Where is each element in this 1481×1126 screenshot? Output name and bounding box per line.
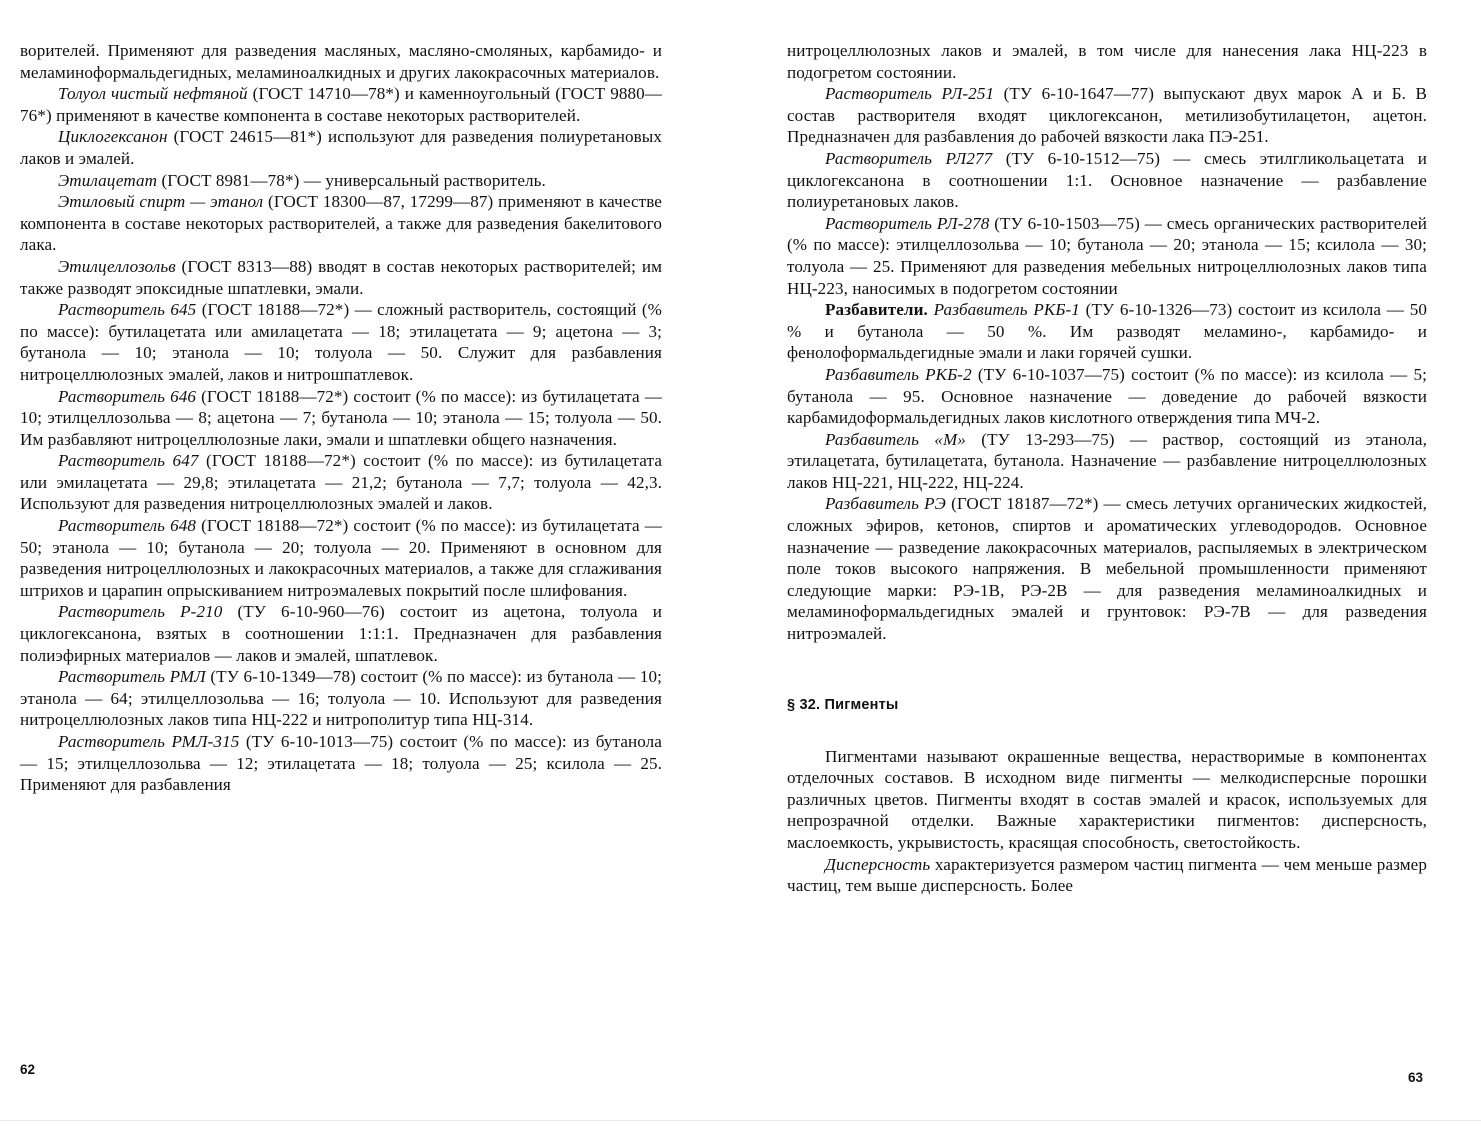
paragraph-term: Дисперсность: [825, 854, 931, 874]
left-page: [20, 40, 662, 796]
left-page-number: 62: [20, 1062, 36, 1077]
right-page-number: 63: [1408, 1070, 1424, 1085]
paragraph: [787, 746, 1427, 854]
paragraph-term: Растворитель РЛ277: [825, 148, 993, 168]
paragraph-term: Растворитель 646: [58, 386, 197, 406]
paragraph: [20, 40, 662, 83]
paragraph-text: (ТУ 13-293—75) — раствор, состоящий из этанола, этилацетата, бутилацетата, бутанола. Назначение — разбавление нитроцеллюлозных лаков НЦ-221, НЦ-222, НЦ-224.: [787, 429, 1427, 492]
paragraph-term: Растворитель Р-210: [58, 602, 223, 622]
paragraph-text: (ГОСТ 8313—88) вводят в состав некоторых растворителей; им также разводят эпоксидные шпатлевки, эмали.: [20, 256, 662, 298]
paragraph-text: (ГОСТ 24615—81*) используют для разведения полиуретановых лаков и эмалей.: [20, 127, 662, 168]
scan-edge: [0, 1120, 1481, 1121]
paragraph-term: Растворитель РМЛ: [58, 667, 206, 687]
paragraph-term: Разбавитель РКБ-2: [825, 364, 972, 384]
right-page-body-top: [787, 40, 1427, 645]
paragraph: [787, 148, 1427, 213]
paragraph-term: Толуол чистый нефтяной: [58, 84, 248, 104]
right-page: [787, 40, 1427, 897]
paragraph: [20, 170, 662, 192]
paragraph-text: (ГОСТ 18300—87, 17299—87) применяют в качестве компонента в составе некоторых растворителей, а также для разведения бакелитового лака.: [20, 192, 662, 255]
paragraph-text: ворителей. Применяют для разведения масляных, масляно-смоляных, карбамидо- и меламиноформальдегидных, меламиноалкидных и других лакокрасочных материалов.: [20, 41, 662, 82]
paragraph: [20, 191, 662, 256]
paragraph-text: (ТУ 6-10-1512—75) — смесь этилгликольацетата и циклогексанона в соотношении 1:1. Основное назначение — разбавление полиуретановых лаков.: [787, 148, 1427, 212]
paragraph: [787, 40, 1427, 83]
paragraph-term: Растворитель 648: [58, 516, 197, 536]
paragraph: [787, 493, 1427, 644]
paragraph-term: Циклогексанон: [58, 127, 168, 147]
paragraph: [787, 299, 1427, 364]
paragraph: [20, 386, 662, 451]
paragraph: [20, 126, 662, 169]
paragraph: [20, 83, 662, 126]
paragraph: [787, 364, 1427, 429]
paragraph: [787, 213, 1427, 299]
paragraph: [20, 299, 662, 385]
paragraph-text: (ТУ 6-10-1013—75) состоит (% по массе): из бутанола — 15; этилцеллозольва — 12; этилацетата — 18; толуола — 25; ксилола — 25. Применяют для разбавления: [20, 732, 662, 795]
paragraph: [20, 601, 662, 666]
paragraph-text: (ГОСТ 18187—72*) — смесь летучих органических жидкостей, сложных эфиров, кетонов, спиртов и ароматических углеводородов. Основное назначение — разведение лакокрасочных материалов, распыляемых в электрическом поле токов высокого напряжения. В мебельной промышленности применяют следующие марки: РЭ-1В, РЭ-2В — для разведения меламиноалкидных и меламиноформальдегидных эмалей и грунтовок: РЭ-7В — для разведения нитроэмалей.: [787, 494, 1427, 644]
paragraph: [20, 731, 662, 796]
paragraph-text: (ГОСТ 18188—72*) — сложный растворитель, состоящий (% по массе): бутилацетата или амилацетата — 18; этилацетата — 9; ацетона — 3; бутанола — 10; этанола — 10; толуола — 50. Служит для разбавления нитроцеллюлозных эмалей, лаков и нитрошпатлевок.: [20, 300, 663, 384]
paragraph-text: (ГОСТ 18188—72*) состоит (% по массе): из бутилацетата — 10; этилцеллозольва — 8; ацетона — 7; бутанола — 10; этанола — 15; толуола — 50. Им разбавляют нитроцеллюлозные лаки, эмали и шпатлевки общего назначения.: [20, 386, 662, 449]
paragraph-lead: Разбавители.: [825, 300, 934, 320]
left-page-body: [20, 40, 662, 796]
paragraph-text: (ТУ 6-10-1349—78) состоит (% по массе): из бутанола — 10; этанола — 64; этилцеллозольва — 16; толуола — 10. Используют для разведения нитроцеллюлозных лаков типа НЦ-222 и нитрополитур типа НЦ-314.: [20, 667, 662, 730]
paragraph-text: (ГОСТ 14710—78*) и каменноугольный (ГОСТ 9880—76*) применяют в качестве компонента в составе некоторых растворителей.: [20, 84, 663, 125]
paragraph-term: Растворитель 645: [58, 300, 197, 320]
paragraph: [787, 854, 1427, 897]
section-heading: § 32. Пигменты: [787, 696, 899, 713]
paragraph-term: Разбавитель РЭ: [825, 494, 946, 514]
paragraph-term: Этилцеллозольв: [58, 256, 176, 276]
paragraph-term: Растворитель РЛ-251: [825, 84, 995, 104]
paragraph-text: (ТУ 6-10-960—76) состоит из ацетона, толуола и циклогексанона, взятых в соотношении 1:1:1. Предназначен для разбавления полиэфирных материалов — лаков и эмалей, шпатлевок.: [20, 602, 662, 665]
paragraph-term: Растворитель 647: [58, 451, 199, 471]
paragraph: [20, 256, 662, 299]
paragraph-term: Растворитель РМЛ-315: [58, 732, 240, 751]
paragraph-text: характеризуется размером частиц пигмента — чем меньше размер частиц, тем выше дисперсность. Более: [787, 854, 1427, 896]
paragraph-text: Пигментами называют окрашенные вещества, нерастворимые в компонентах отделочных составов. В исходном виде пигменты — мелкодисперсные порошки различных цветов. Пигменты входят в состав эмалей и красок, используемых для непрозрачной отделки. Важные характеристики пигментов: дисперсность, маслоемкость, укрывистость, красящая способность, светостойкость.: [787, 746, 1427, 852]
paragraph: [20, 515, 662, 601]
paragraph-term: Этилацетат: [58, 170, 158, 190]
paragraph: [20, 450, 662, 515]
paragraph-term: Разбавитель «М»: [825, 429, 966, 449]
paragraph: [787, 429, 1427, 494]
right-page-body-bottom: [787, 746, 1427, 897]
paragraph-text: (ГОСТ 18188—72*) состоит (% по массе): из бутилацетата или эмилацетата — 29,8; этилацетата — 21,2; бутанола — 7,7; толуола — 42,3. Используют для разведения нитроцеллюлозных эмалей и лаков.: [20, 451, 663, 514]
paragraph-text: (ГОСТ 8981—78*) — универсальный растворитель.: [157, 170, 546, 190]
paragraph-text: (ТУ 6-10-1037—75) состоит (% по массе): из ксилола — 5; бутанола — 95. Основное назначение — доведение до рабочей вязкости карбамидоформальдегидных лаков кислотного отверждения типа МЧ-2.: [787, 364, 1427, 428]
paragraph-text: (ТУ 6-10-1647—77) выпускают двух марок А и Б. В состав растворителя входят циклогексанон, метилизобутилацетон, ацетон. Предназначен для разбавления до рабочей вязкости лака ПЭ-251.: [787, 84, 1427, 147]
paragraph-text: (ТУ 6-10-1503—75) — смесь органических растворителей (% по массе): этилцеллозольва — 10; бутанола — 20; этанола — 15; ксилола — 30; толуола — 25. Применяют для разведения мебельных нитроцеллюлозных лаков типа НЦ-223, наносимых в подогретом состоянии: [787, 213, 1427, 298]
paragraph-term: Разбавитель РКБ-1: [933, 300, 1080, 320]
paragraph-text: (ТУ 6-10-1326—73) состоит из ксилола — 50 % и бутанола — 50 %. Им разводят меламино-, карбамидо- и фенолоформальдегидные эмали и лаки горячей сушки.: [787, 300, 1428, 363]
paragraph: [787, 83, 1427, 148]
paragraph-term: Этиловый спирт — этанол: [58, 192, 264, 212]
paragraph-term: Растворитель РЛ-278: [825, 213, 990, 233]
paragraph-text: (ГОСТ 18188—72*) состоит (% по массе): из бутилацетата — 50; этанола — 10; бутанола — 20; толуола — 20. Применяют в основном для разведения нитроцеллюлозных и лакокрасочных материалов, а также для сглаживания штрихов и царапин опрыскиванием нитроэмалевых покрытий после шлифования.: [20, 516, 662, 600]
paragraph: [20, 666, 662, 731]
paragraph-text: нитроцеллюлозных лаков и эмалей, в том числе для нанесения лака НЦ-223 в подогретом состоянии.: [787, 41, 1427, 82]
